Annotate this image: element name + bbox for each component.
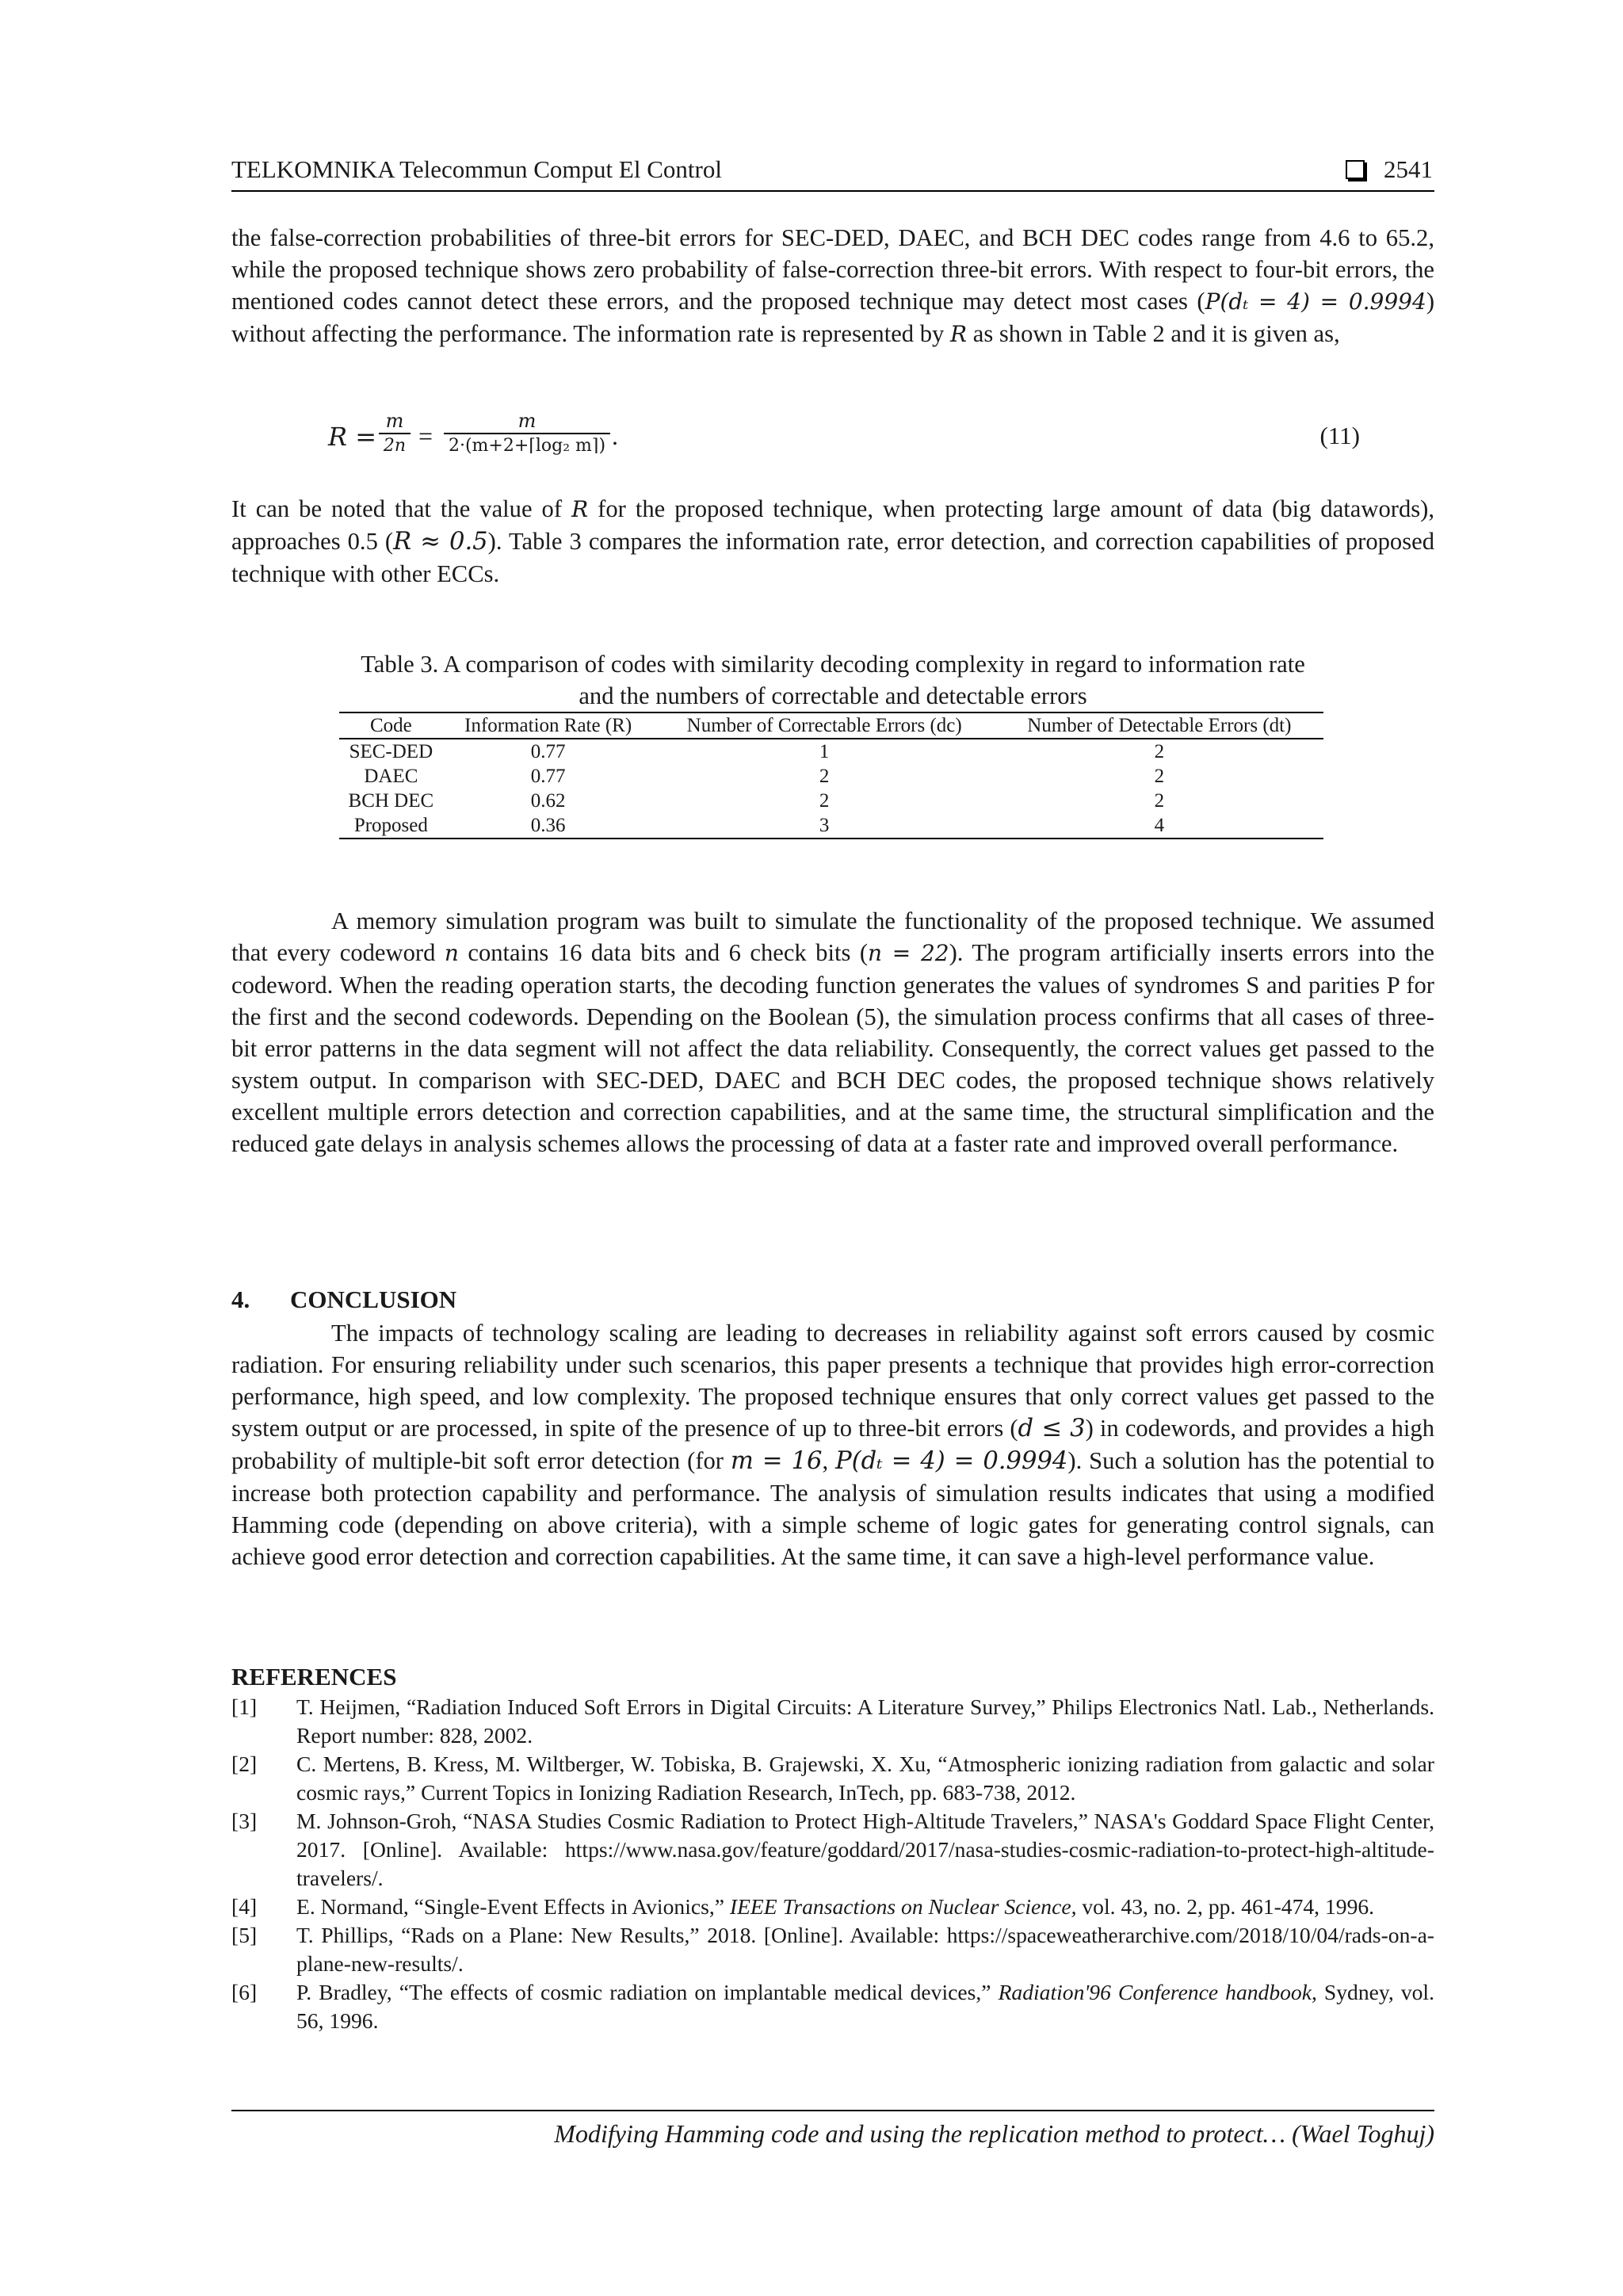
table-cell: 1 bbox=[819, 741, 830, 762]
reference-journal: IEEE Transactions on Nuclear Science, bbox=[729, 1894, 1077, 1919]
table-cell: 0.62 bbox=[530, 790, 566, 812]
table-cell: SEC-DED bbox=[349, 741, 433, 762]
text-run: It can be noted that the value of bbox=[231, 495, 572, 522]
references-heading: REFERENCES bbox=[231, 1663, 397, 1690]
equation-lhs: R = bbox=[328, 422, 377, 452]
section-heading bbox=[231, 1286, 456, 1314]
section-title: CONCLUSION bbox=[290, 1286, 457, 1313]
text-run: ). Table 3 compares the information rate, error detection, and correction capabilities of proposed technique with other ECCs. bbox=[231, 528, 1434, 587]
reference-item bbox=[231, 1693, 1434, 1750]
reference-text: , Sydney, vol. 56, 1996. bbox=[296, 1980, 1434, 2033]
paragraph-information-rate bbox=[231, 493, 1434, 590]
table-cell: Proposed bbox=[339, 813, 443, 839]
inline-math: P(dₜ = 4) = 0.9994 bbox=[1205, 288, 1426, 315]
caption-line: Table 3. A comparison of codes with similarity decoding complexity in regard to information rate bbox=[361, 651, 1305, 678]
table-cell: 0.77 bbox=[530, 741, 566, 762]
caption-line: and the numbers of correctable and detectable errors bbox=[579, 682, 1087, 709]
text-run: ). Such a solution has the potential to increase both protection capability and performance. The analysis of simulation results indicates that using a modified Hamming code (depending on above criteria), with a simple scheme of logic gates for generating control signals, can achieve good error detection and correction capabilities. At the same time, it can save a high-level performance value. bbox=[231, 1447, 1435, 1570]
inline-math: R bbox=[571, 496, 589, 522]
references-list bbox=[231, 1693, 1434, 2035]
column-header: Information Rate (R) bbox=[443, 712, 654, 739]
paragraph-simulation bbox=[231, 905, 1434, 1159]
inline-math: d ≤ 3 bbox=[1018, 1415, 1086, 1442]
section-number: 4. bbox=[231, 1286, 250, 1313]
fraction-numerator: m bbox=[444, 409, 610, 434]
running-footer: Modifying Hamming code and using the replication method to protect… (Wael Toghuj) bbox=[554, 2119, 1434, 2148]
reference-item bbox=[231, 1807, 1434, 1893]
column-header: Code bbox=[339, 712, 443, 739]
reference-text: C. Mertens, B. Kress, M. Wiltberger, W. Tobiska, B. Grajewski, X. Xu, “Atmospheric ionizing radiation from galactic and solar cosmic rays,” Current Topics in Ionizing Radiation Research, InTech, pp. 683-738, 2012. bbox=[296, 1752, 1434, 1805]
table-header-row bbox=[339, 712, 1323, 739]
table-cell: 2 bbox=[1154, 741, 1165, 762]
equation-11 bbox=[231, 409, 1434, 472]
reference-number: [1] bbox=[231, 1694, 258, 1719]
reference-item bbox=[231, 1921, 1434, 1978]
reference-journal: Radiation'96 Conference handbook bbox=[998, 1980, 1312, 2004]
reference-text: E. Normand, “Single-Event Effects in Avionics,” bbox=[296, 1894, 730, 1919]
inline-math: R ≈ 0.5 bbox=[393, 528, 488, 556]
reference-number: [2] bbox=[231, 1752, 258, 1776]
reference-number: [6] bbox=[231, 1980, 258, 2004]
reference-number: [5] bbox=[231, 1923, 258, 1947]
reference-text: M. Johnson-Groh, “NASA Studies Cosmic Radiation to Protect High-Altitude Travelers,” NASA's Goddard Space Flight Center, 2017. [Online]. Available: https://www.nasa.gov/feature/goddard/2017/nasa-studies-cosmic-radiation-to-protect-high-altitude-travelers/. bbox=[296, 1809, 1434, 1890]
footer-rule bbox=[231, 2110, 1434, 2111]
table-cell: 4 bbox=[995, 813, 1323, 839]
fraction-denominator: 2·(m+2+⌈log₂ m⌉) bbox=[448, 436, 606, 456]
column-header: Number of Detectable Errors (dt) bbox=[995, 712, 1323, 739]
table-cell: 0.77 bbox=[530, 766, 566, 787]
reference-text: vol. 43, no. 2, pp. 461-474, 1996. bbox=[1076, 1894, 1375, 1919]
text-run: the false-correction probabilities of three-bit errors for SEC-DED, DAEC, and BCH DEC codes range from 4.6 to 65.2, while the proposed technique shows zero probability of false-correction three-bit errors. With respect to four-bit errors, the mentioned codes cannot detect these errors, and the proposed technique may detect most cases ( bbox=[231, 224, 1434, 315]
journal-title: TELKOMNIKA Telecommun Comput El Control bbox=[231, 155, 722, 183]
text-run: ) without affecting the performance. The information rate is represented by bbox=[231, 288, 1435, 347]
reference-number: [4] bbox=[231, 1894, 258, 1919]
equation-number: (11) bbox=[1319, 422, 1360, 449]
text-run: contains 16 data bits and 6 check bits ( bbox=[458, 939, 869, 966]
text-run: ) in codewords, and provides a high probability of multiple-bit soft error detection (for bbox=[231, 1415, 1435, 1474]
page-number: 2541 bbox=[1384, 155, 1433, 183]
text-run: , bbox=[822, 1447, 836, 1474]
text-run: as shown in Table 2 and it is given as, bbox=[967, 320, 1340, 347]
paragraph-false-correction bbox=[231, 222, 1434, 350]
table-cell: BCH DEC bbox=[348, 790, 434, 812]
text-run: ). The program artificially inserts errors into the codeword. When the reading operation starts, the decoding function generates the values of syndromes S and parities P for the first and the second codewords. Depending on the Boolean (5), the simulation process confirms that all cases of three-bit error patterns in the data segment will not affect the data reliability. Consequently, the correct values get passed to the system output. In comparison with SEC-DED, DAEC and BCH DEC codes, the proposed technique shows relatively excellent multiple errors detection and correction capabilities, and at the same time, the structural simplification and the reduced gate delays in analysis schemes allows the processing of data at a faster rate and improved overall performance. bbox=[231, 939, 1434, 1157]
table-cell: 2 bbox=[819, 790, 830, 812]
inline-math: m = 16 bbox=[730, 1447, 823, 1475]
table-row bbox=[339, 789, 1323, 813]
checkbox-square-icon bbox=[1346, 160, 1365, 179]
column-header: Number of Correctable Errors (dc) bbox=[654, 712, 995, 739]
inline-math: n = 22 bbox=[868, 940, 949, 966]
table-caption bbox=[231, 648, 1434, 712]
table-cell: 0.36 bbox=[443, 813, 654, 839]
table-row bbox=[339, 739, 1323, 764]
reference-item bbox=[231, 1893, 1434, 1921]
running-header bbox=[231, 155, 1434, 192]
table-row bbox=[339, 813, 1323, 839]
table-cell: 2 bbox=[1154, 790, 1165, 812]
text-run: The impacts of technology scaling are leading to decreases in reliability against soft errors caused by cosmic radiation. For ensuring reliability under such scenarios, this paper presents a technique that provides high error-correction performance, high speed, and low complexity. The proposed technique ensures that only correct values get passed to the system output or are processed, in spite of the presence of up to three-bit errors ( bbox=[231, 1320, 1434, 1442]
equals-sign: = bbox=[418, 422, 433, 450]
text-run: for the proposed technique, when protecting large amount of data (big datawords), approaches 0.5 ( bbox=[231, 495, 1434, 555]
table-row bbox=[339, 764, 1323, 789]
inline-math: R bbox=[950, 321, 968, 347]
table-cell: 2 bbox=[1154, 766, 1165, 787]
fraction-m-over-2n bbox=[379, 409, 411, 458]
table-cell: 2 bbox=[819, 766, 830, 787]
reference-item bbox=[231, 1978, 1434, 2035]
table-cell: DAEC bbox=[364, 766, 418, 787]
reference-text: T. Heijmen, “Radiation Induced Soft Errors in Digital Circuits: A Literature Survey,” Philips Electronics Natl. Lab., Netherlands. Report number: 828, 2002. bbox=[296, 1694, 1434, 1748]
reference-number: [3] bbox=[231, 1809, 258, 1833]
text-run: A memory simulation program was built to simulate the functionality of the proposed technique. We assumed that every codeword bbox=[231, 907, 1434, 966]
fraction-information-rate bbox=[444, 409, 610, 458]
paragraph-conclusion bbox=[231, 1317, 1434, 1572]
fraction-denominator: 2n bbox=[383, 436, 407, 456]
reference-item bbox=[231, 1750, 1434, 1807]
table-cell: 3 bbox=[654, 813, 995, 839]
inline-math: P(dₜ = 4) = 0.9994 bbox=[835, 1447, 1068, 1475]
reference-text: T. Phillips, “Rads on a Plane: New Results,” 2018. [Online]. Available: https://spaceweatherarchive.com/2018/10/04/rads-on-a-plane-new-results/. bbox=[296, 1923, 1434, 1976]
equation-period: . bbox=[612, 422, 618, 450]
reference-text: P. Bradley, “The effects of cosmic radiation on implantable medical devices,” bbox=[296, 1980, 999, 2004]
inline-math: n bbox=[444, 940, 459, 966]
comparison-table bbox=[339, 712, 1323, 839]
fraction-numerator: m bbox=[379, 409, 411, 434]
